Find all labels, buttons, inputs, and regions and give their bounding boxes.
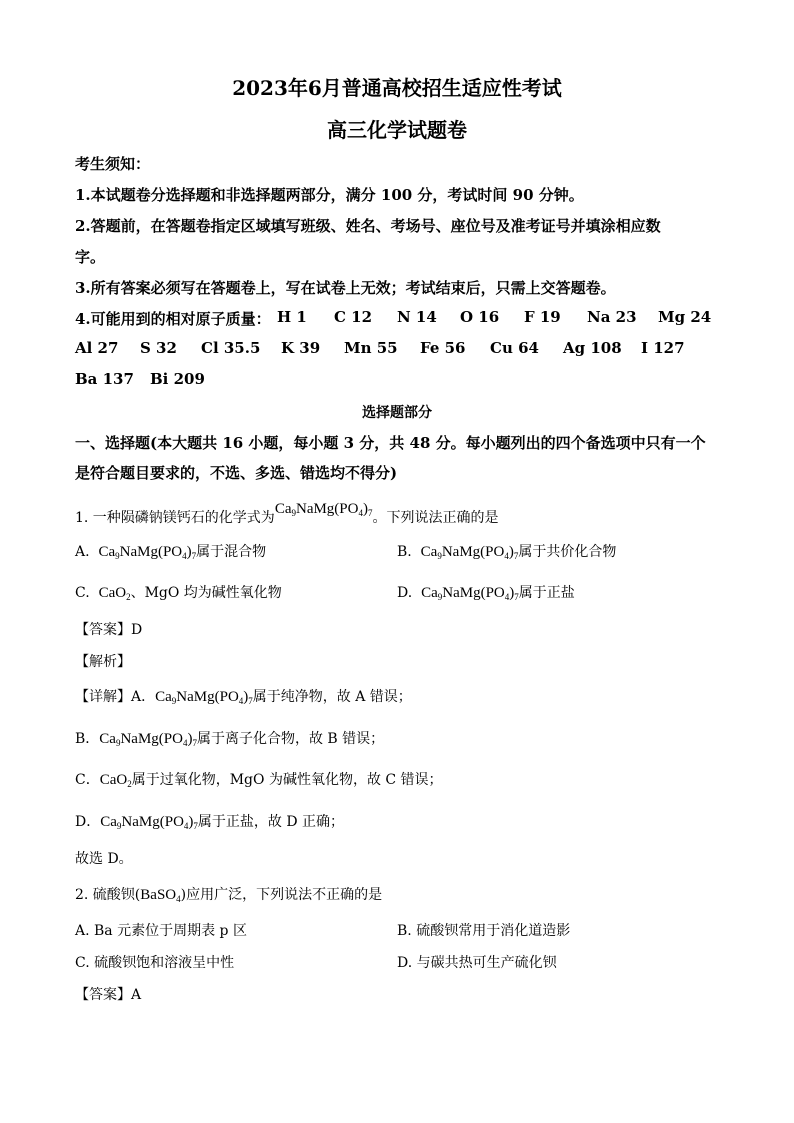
q2-answer (75, 984, 141, 1004)
answer-value: A (131, 987, 142, 1003)
mass-item: Mg 24 (658, 308, 712, 326)
q1-option-c-formula: CaO$_2$ (98, 585, 131, 602)
q1-detail-c: C．CaO$_2$属于过氧化物，MgO 为碱性氧化物，故 C 错误； (75, 772, 443, 789)
q2-option-d: D. 与碳共热可生产硫化钡 (397, 955, 557, 971)
q1-analysis-label: 【解析】 (75, 654, 131, 670)
q1-stem-text: 1. 一种陨磷钠镁钙石的化学式为 (75, 510, 275, 526)
q1-detail-a: 【详解】A．$Ca_9NaMg(PO_4)_7$属于纯净物，故 A 错误； (75, 689, 412, 706)
q1-option-d-formula: $Ca_9NaMg(PO_4)_7$ (421, 585, 519, 602)
q1-option-b-formula: $Ca_9NaMg(PO_4)_7$ (420, 544, 519, 561)
mass-item: Mn 55 (344, 339, 398, 357)
notice-item-2: 2.答题前，在答题卷指定区域填写班级、姓名、考场号、座位号及准考证号并填涂相应数 (75, 217, 661, 235)
notice-item-2-cont: 字。 (75, 248, 106, 266)
mass-item: Cu 64 (490, 339, 539, 357)
q1-stem-formula: $Ca_9NaMg(PO_4)_7$ (274, 501, 373, 518)
q1-detail-a-formula: $Ca_9NaMg(PO_4)_7$ (155, 689, 253, 706)
q1-detail-b: B．$Ca_9NaMg(PO_4)_7$属于离子化合物，故 B 错误； (75, 731, 385, 748)
section-instructions-line2: 是符合题目要求的，不选、多选、错选均不得分) (75, 464, 398, 482)
q1-detail-c-formula: CaO$_2$ (99, 772, 132, 789)
mass-item: Ba 137 (75, 370, 134, 388)
q2-stem-formula: BaSO$_4$ (140, 887, 181, 904)
exam-subtitle: 高三化学试题卷 (327, 118, 467, 142)
notice-item-1: 1.本试题卷分选择题和非选择题两部分，满分 100 分，考试时间 90 分钟。 (75, 186, 584, 204)
mass-item: C 12 (334, 308, 373, 326)
mass-item: F 19 (524, 308, 561, 326)
mass-item: Na 23 (587, 308, 637, 326)
section-title: 选择题部分 (362, 405, 432, 421)
notice-item-3: 3.所有答案必须写在答题卷上，写在试卷上无效；考试结束后，只需上交答题卷。 (75, 279, 616, 297)
q1-detail-d-formula: $Ca_9NaMg(PO_4)_7$ (100, 814, 198, 831)
section-instructions-line1: 一、选择题(本大题共 16 小题，每小题 3 分，共 48 分。每小题列出的四个备选项中只有一个 (75, 434, 706, 452)
q1-stem-tail: 。下列说法正确的是 (372, 510, 499, 526)
q1-detail-d: D．$Ca_9NaMg(PO_4)_7$属于正盐，故 D 正确； (75, 814, 345, 831)
mass-item: K 39 (281, 339, 321, 357)
q2-option-a: A. Ba 元素位于周期表 p 区 (75, 923, 247, 939)
q2-stem: 2. 硫酸钡(BaSO$_4$)应用广泛，下列说法不正确的是 (75, 887, 383, 904)
q1-option-b: B. $Ca_9NaMg(PO_4)_7$属于共价化合物 (397, 544, 617, 561)
answer-label: 【答案】 (75, 622, 131, 638)
mass-item: Cl 35.5 (201, 339, 261, 357)
mass-label: 4.可能用到的相对原子质量： (75, 310, 271, 328)
q1-option-d: D. $Ca_9NaMg(PO_4)_7$属于正盐 (397, 585, 575, 602)
q1-option-c: C. CaO$_2$、MgO 均为碱性氧化物 (75, 585, 282, 602)
mass-item: H 1 (277, 308, 307, 326)
mass-item: N 14 (397, 308, 437, 326)
q2-option-b: B. 硫酸钡常用于消化道造影 (397, 923, 571, 939)
answer-value: D (131, 622, 143, 638)
q1-conclusion: 故选 D。 (75, 851, 133, 867)
mass-item: Bi 209 (150, 370, 205, 388)
exam-title: 2023年6月普通高校招生适应性考试 (232, 76, 562, 100)
mass-item: O 16 (460, 308, 500, 326)
mass-item: Fe 56 (420, 339, 466, 357)
q1-option-a: A. $Ca_9NaMg(PO_4)_7$属于混合物 (75, 544, 267, 561)
q1-stem (75, 501, 499, 527)
q1-answer (75, 619, 142, 639)
answer-label: 【答案】 (75, 987, 131, 1003)
mass-item: I 127 (641, 339, 685, 357)
notice-heading: 考生须知： (75, 155, 151, 173)
mass-item: Ag 108 (563, 339, 622, 357)
mass-item: S 32 (140, 339, 177, 357)
mass-item: Al 27 (75, 339, 119, 357)
q1-option-a-formula: $Ca_9NaMg(PO_4)_7$ (98, 544, 197, 561)
q1-detail-b-formula: $Ca_9NaMg(PO_4)_7$ (99, 731, 197, 748)
q2-option-c: C. 硫酸钡饱和溶液呈中性 (75, 955, 235, 971)
